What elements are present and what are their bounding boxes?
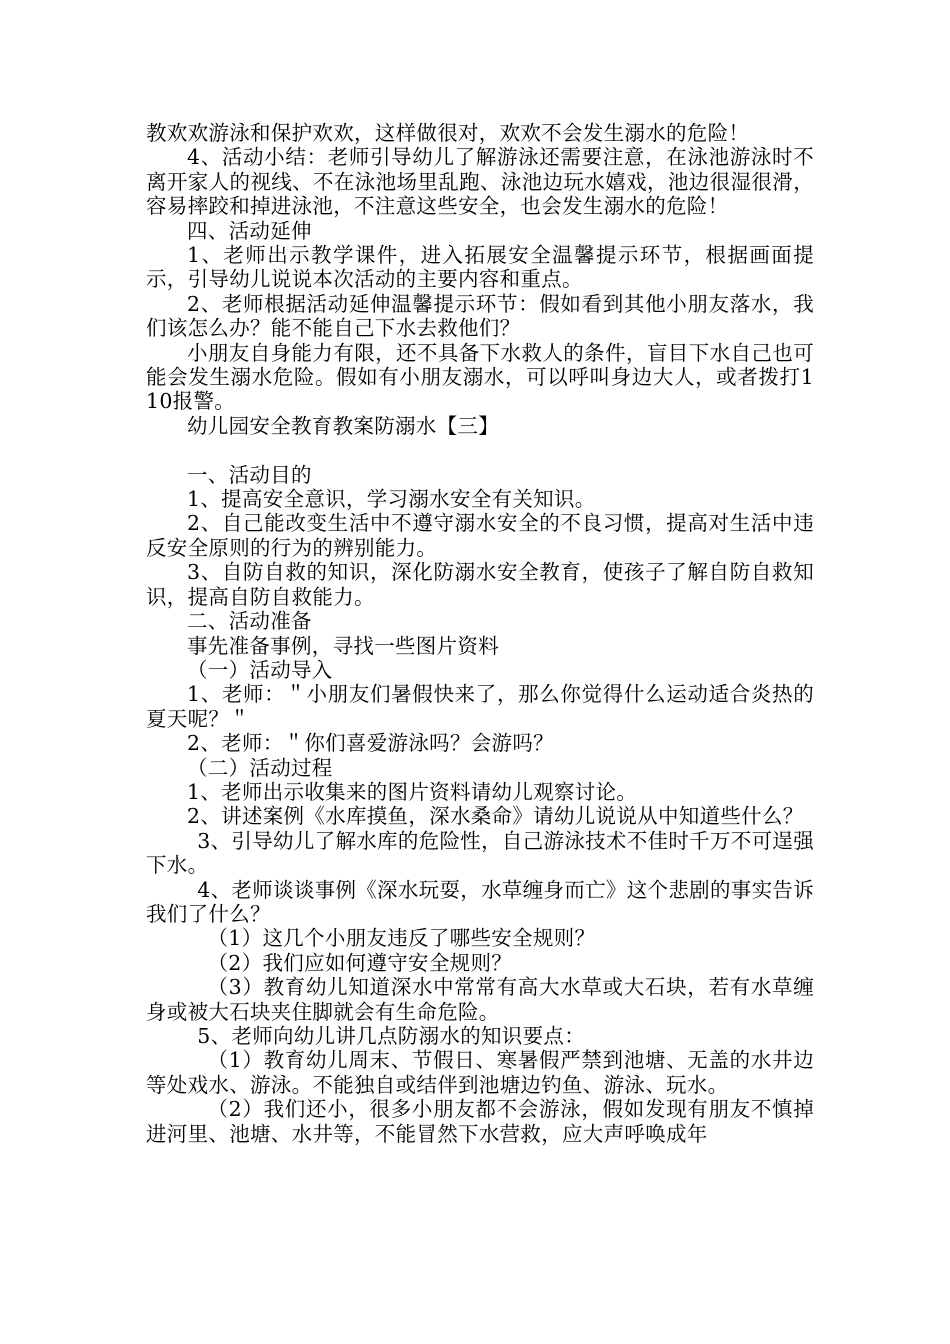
paragraph: 5、老师向幼儿讲几点防溺水的知识要点： — [197, 1024, 585, 1049]
paragraph: 1、老师出示教学课件，进入拓展安全温馨提示环节，根据画面提示，引导幼儿说说本次活动的主要内容和重点。 — [146, 243, 814, 292]
paragraph: 事先准备事例，寻找一些图片资料 — [187, 633, 499, 658]
list-item: （1）教育幼儿周末、节假日、寒暑假严禁到池塘、无盖的水井边等处戏水、游泳。不能独自或结伴到池塘边钓鱼、游泳、玩水。 — [146, 1048, 814, 1097]
document-title: 幼儿园安全教育教案防溺水【三】 — [187, 413, 499, 438]
paragraph: 2、讲述案例《水库摸鱼，深水桑命》请幼儿说说从中知道些什么？ — [187, 804, 804, 829]
paragraph: 3、引导幼儿了解水库的危险性，自己游泳技术不佳时千万不可逞强下水。 — [146, 828, 814, 878]
paragraph: 2、自己能改变生活中不遵守溺水安全的不良习惯，提高对生活中违反安全原则的行为的辨别能力。 — [146, 511, 814, 560]
list-item: （2）我们应如何遵守安全规则？ — [207, 950, 513, 975]
document-body — [146, 121, 814, 1146]
paragraph: 1、提高安全意识，学习溺水安全有关知识。 — [187, 487, 596, 512]
blank-line — [146, 438, 814, 462]
list-item: （3）教育幼儿知道深水中常常有高大水草或大石块，若有水草缠身或被大石块夹住脚就会有生命危险。 — [146, 975, 814, 1024]
paragraph: 2、老师根据活动延伸温馨提示环节：假如看到其他小朋友落水，我们该怎么办？能不能自己下水去救他们？ — [146, 291, 814, 341]
paragraph: 教欢欢游泳和保护欢欢，这样做很对，欢欢不会发生溺水的危险！ — [146, 121, 750, 145]
section-heading: 二、活动准备 — [187, 609, 312, 634]
list-item: （1）这几个小朋友违反了哪些安全规则？ — [207, 926, 596, 951]
subsection-heading: （二）活动过程 — [187, 755, 333, 780]
paragraph: 1、老师：＂小朋友们暑假快来了，那么你觉得什么运动适合炎热的夏天呢？＂ — [146, 682, 814, 731]
paragraph: 4、活动小结：老师引导幼儿了解游泳还需要注意，在泳池游泳时不离开家人的视线、不在泳池场里乱跑、泳池边玩水嬉戏，池边很湿很滑，容易摔跤和掉进泳池，不注意这些安全，也会发生溺水的危险！ — [146, 145, 814, 219]
section-heading: 一、活动目的 — [187, 462, 312, 487]
paragraph: 小朋友自身能力有限，还不具备下水救人的条件，盲目下水自己也可能会发生溺水危险。假如有小朋友溺水，可以呼叫身边大人，或者拨打110报警。 — [146, 340, 814, 414]
paragraph: 3、自防自救的知识，深化防溺水安全教育，使孩子了解自防自救知识，提高自防自救能力。 — [146, 560, 814, 609]
paragraph: 2、老师：＂你们喜爱游泳吗？会游吗？ — [187, 731, 554, 756]
list-item: （2）我们还小，很多小朋友都不会游泳，假如发现有朋友不慎掉进河里、池塘、水井等，不能冒然下水营救，应大声呼唤成年 — [146, 1097, 814, 1146]
paragraph: 1、老师出示收集来的图片资料请幼儿观察讨论。 — [187, 779, 638, 804]
section-heading: 四、活动延伸 — [187, 218, 312, 243]
paragraph: 4、老师谈谈事例《深水玩耍，水草缠身而亡》这个悲剧的事实告诉我们了什么？ — [146, 877, 814, 926]
subsection-heading: （一）活动导入 — [187, 657, 333, 682]
